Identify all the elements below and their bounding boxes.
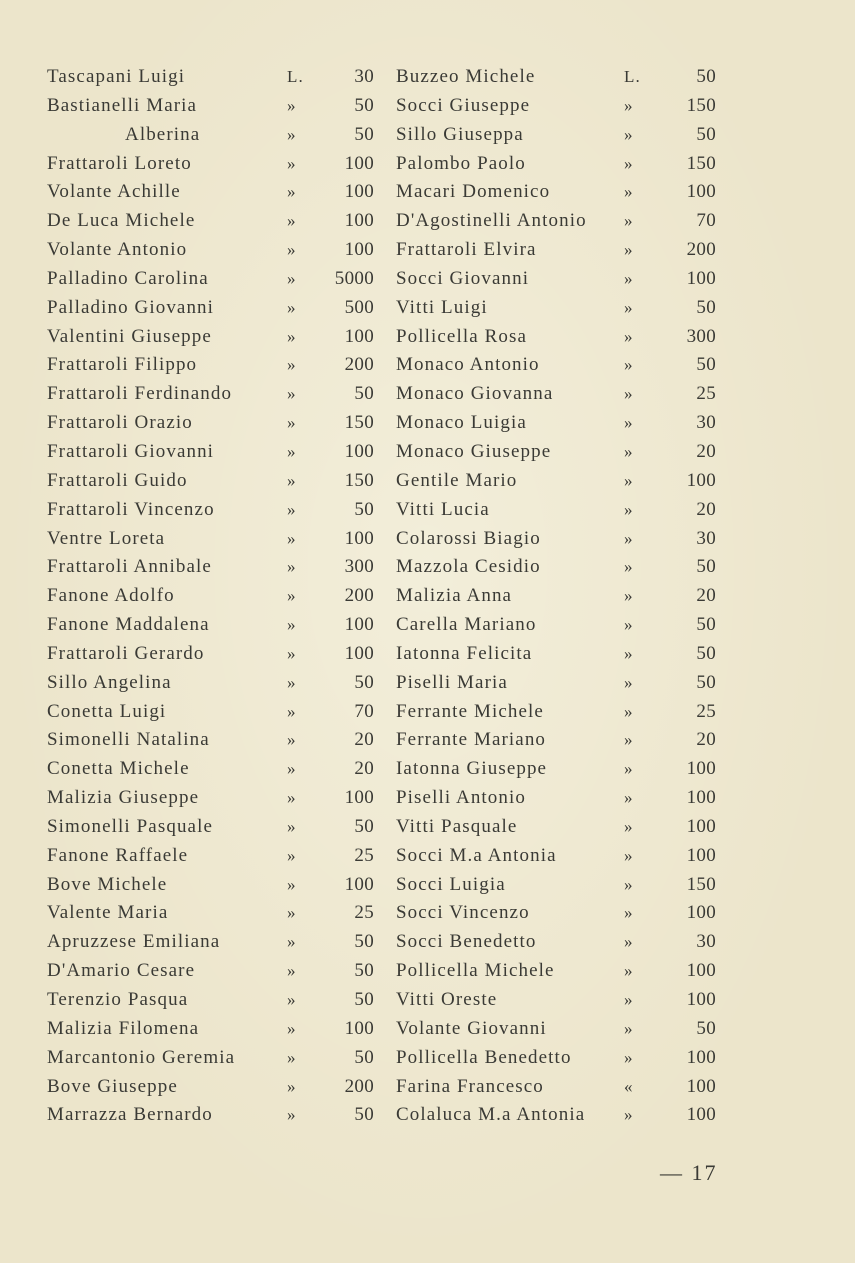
donor-name: Volante Achille: [47, 181, 181, 203]
donor-name: Ventre Loreta: [47, 527, 166, 549]
donor-row: [396, 1015, 726, 1044]
donor-row: [47, 351, 377, 380]
donor-name: Bove Michele: [47, 873, 168, 895]
donor-row: [396, 957, 726, 986]
donor-name: Sillo Giuseppa: [396, 123, 524, 145]
currency-ditto-mark: »: [287, 355, 297, 375]
currency-ditto-mark: »: [287, 1018, 297, 1038]
currency-ditto-mark: »: [624, 441, 634, 461]
currency-ditto-mark: »: [624, 961, 634, 981]
donor-name: Valente Maria: [47, 902, 169, 924]
donation-amount: 25: [696, 383, 716, 405]
donor-name: Frattaroli Giovanni: [47, 440, 215, 462]
donor-row: [396, 467, 726, 496]
currency-ditto-mark: »: [287, 701, 297, 721]
donor-name: Socci Vincenzo: [396, 902, 530, 924]
donation-amount: 50: [696, 66, 716, 87]
donation-amount: 50: [696, 556, 716, 578]
donor-row: [396, 1073, 726, 1102]
donation-amount: 20: [696, 585, 716, 607]
donation-amount: 50: [354, 960, 374, 982]
donor-name: Sillo Angelina: [47, 671, 172, 693]
donor-row: [47, 525, 377, 554]
donation-amount: 100: [344, 152, 374, 174]
donation-amount: 100: [686, 989, 716, 1010]
currency-ditto-mark: »: [624, 759, 634, 779]
donation-amount: 30: [696, 527, 716, 549]
currency-ditto-mark: »: [624, 499, 634, 519]
donation-amount: 150: [686, 152, 716, 174]
donor-name: Tascapani Luigi: [47, 66, 186, 87]
donor-row: [47, 611, 377, 640]
donor-row: [47, 150, 377, 179]
donor-row: [47, 380, 377, 409]
donor-name: Malizia Filomena: [47, 1017, 200, 1039]
donation-amount: 50: [354, 815, 374, 837]
currency-ditto-mark: »: [624, 730, 634, 750]
donor-name: Monaco Antonio: [396, 354, 540, 376]
donation-amount: 100: [344, 181, 374, 203]
donation-amount: 50: [696, 671, 716, 693]
donor-row: [396, 986, 726, 1015]
donor-row: [47, 1101, 377, 1130]
donor-row: [396, 582, 726, 611]
donor-name: Pollicella Benedetto: [396, 1046, 572, 1068]
donor-name: Carella Mariano: [396, 614, 537, 636]
donor-name: Macari Domenico: [396, 181, 551, 203]
donation-amount: 20: [696, 440, 716, 462]
currency-ditto-mark: »: [624, 326, 634, 346]
donor-row: [47, 986, 377, 1015]
donation-amount: 50: [696, 1017, 716, 1039]
donor-name: Ferrante Michele: [396, 700, 544, 722]
donor-row: [47, 813, 377, 842]
currency-ditto-mark: »: [287, 1076, 297, 1096]
donation-amount: 20: [354, 729, 374, 751]
donation-amount: 200: [344, 354, 374, 376]
currency-ditto-mark: »: [624, 211, 634, 231]
donor-name: Gentile Mario: [396, 469, 518, 491]
donor-name: Frattaroli Elvira: [396, 239, 537, 261]
currency-ditto-mark: »: [287, 413, 297, 433]
donor-name: Volante Giovanni: [396, 1017, 547, 1039]
donation-amount: 100: [344, 325, 374, 347]
donor-row: [396, 899, 726, 928]
donation-amount: 100: [344, 210, 374, 232]
donation-amount: 200: [344, 1075, 374, 1097]
donor-row: [396, 755, 726, 784]
donation-amount: 100: [686, 181, 716, 203]
currency-ditto-mark: »: [287, 153, 297, 173]
donor-name: Frattaroli Orazio: [47, 412, 193, 434]
donation-amount: 30: [354, 66, 374, 87]
currency-ditto-mark: »: [624, 268, 634, 288]
donor-row: [396, 496, 726, 525]
donor-row: [396, 525, 726, 554]
donation-amount: 30: [696, 412, 716, 434]
donation-amount: 150: [686, 94, 716, 116]
donation-amount: 50: [354, 671, 374, 693]
currency-ditto-mark: »: [624, 816, 634, 836]
donor-name: Monaco Luigia: [396, 412, 527, 434]
currency-ditto-mark: L.: [287, 67, 304, 86]
donor-row: [47, 63, 377, 92]
donor-list-left: [47, 63, 377, 1130]
currency-ditto-mark: »: [287, 441, 297, 461]
donor-name: Apruzzese Emiliana: [47, 931, 221, 953]
donation-amount: 150: [686, 873, 716, 895]
currency-ditto-mark: »: [624, 95, 634, 115]
currency-ditto-mark: »: [287, 528, 297, 548]
donor-row: [47, 323, 377, 352]
donor-name: Socci Giovanni: [396, 267, 530, 289]
donor-name: Fanone Maddalena: [47, 614, 210, 636]
donor-name: Pollicella Rosa: [396, 325, 528, 347]
currency-ditto-mark: »: [624, 586, 634, 606]
currency-ditto-mark: »: [287, 961, 297, 981]
donor-row: [396, 323, 726, 352]
donor-name: Iatonna Giuseppe: [396, 758, 548, 780]
donation-amount: 5000: [334, 267, 374, 289]
donor-row: [47, 784, 377, 813]
donation-amount: 20: [354, 758, 374, 780]
donor-row: [396, 784, 726, 813]
donor-row: [47, 640, 377, 669]
donor-row: [47, 121, 377, 150]
donor-row: [396, 178, 726, 207]
currency-ditto-mark: »: [287, 932, 297, 952]
currency-ditto-mark: »: [624, 701, 634, 721]
donor-row: [396, 928, 726, 957]
currency-ditto-mark: »: [287, 990, 297, 1009]
currency-ditto-mark: »: [287, 816, 297, 836]
donation-amount: 100: [344, 239, 374, 261]
currency-ditto-mark: »: [624, 1018, 634, 1038]
currency-ditto-mark: »: [624, 643, 634, 663]
donor-name: Bove Giuseppe: [47, 1075, 178, 1097]
donation-amount: 100: [344, 440, 374, 462]
currency-ditto-mark: »: [624, 788, 634, 808]
donor-row: [47, 1073, 377, 1102]
currency-ditto-mark: »: [624, 153, 634, 173]
donor-name: Ferrante Mariano: [396, 729, 547, 751]
currency-ditto-mark: »: [287, 182, 297, 202]
donor-name: Fanone Raffaele: [47, 844, 189, 866]
donation-amount: 50: [354, 383, 374, 405]
donor-row: [396, 92, 726, 121]
donor-row: [396, 207, 726, 236]
donation-amount: 100: [344, 527, 374, 549]
donor-row: [47, 957, 377, 986]
currency-ditto-mark: »: [624, 470, 634, 490]
donation-amount: 100: [686, 844, 716, 866]
donor-row: [47, 842, 377, 871]
donor-name: Marrazza Bernardo: [47, 1104, 213, 1126]
page-number: — 17: [660, 1160, 718, 1185]
donor-row: [396, 265, 726, 294]
donor-row: [47, 265, 377, 294]
donor-row: [396, 640, 726, 669]
donation-amount: 50: [696, 642, 716, 664]
currency-ditto-mark: »: [287, 672, 297, 692]
donation-amount: 50: [696, 296, 716, 318]
donor-row: [396, 842, 726, 871]
currency-ditto-mark: »: [287, 1105, 297, 1125]
currency-ditto-mark: »: [287, 615, 297, 635]
donation-amount: 100: [686, 1075, 716, 1097]
donation-amount: 100: [344, 614, 374, 636]
donor-row: [47, 755, 377, 784]
currency-ditto-mark: »: [624, 182, 634, 202]
donor-name: Colarossi Biagio: [396, 527, 541, 549]
currency-ditto-mark: »: [287, 211, 297, 231]
currency-ditto-mark: »: [287, 297, 297, 317]
donor-row: [47, 553, 377, 582]
currency-ditto-mark: »: [287, 384, 297, 404]
donor-row: [47, 698, 377, 727]
currency-ditto-mark: »: [287, 124, 297, 144]
donor-name: Alberina: [125, 123, 201, 145]
currency-ditto-mark: »: [624, 557, 634, 577]
donor-name: Fanone Adolfo: [47, 585, 175, 607]
currency-ditto-mark: »: [624, 384, 634, 404]
donation-amount: 200: [686, 239, 716, 261]
donation-amount: 30: [696, 931, 716, 953]
donor-row: [396, 121, 726, 150]
donor-name: Malizia Anna: [396, 585, 513, 607]
donor-row: [47, 871, 377, 900]
donor-row: [396, 438, 726, 467]
donor-name: Palladino Giovanni: [47, 296, 215, 318]
donor-row: [47, 236, 377, 265]
donor-name: Socci M.a Antonia: [396, 844, 557, 866]
donor-row: [396, 1101, 726, 1130]
donation-amount: 50: [354, 1104, 374, 1126]
donor-name: Conetta Michele: [47, 758, 190, 780]
donation-amount: 20: [696, 729, 716, 751]
donor-name: Piselli Maria: [396, 671, 508, 693]
donation-amount: 150: [344, 412, 374, 434]
donor-name: Marcantonio Geremia: [47, 1046, 236, 1068]
donor-row: [47, 582, 377, 611]
donor-name: Valentini Giuseppe: [47, 325, 212, 347]
donation-amount: 100: [686, 469, 716, 491]
donor-name: Palombo Paolo: [396, 152, 526, 174]
donation-amount: 200: [344, 585, 374, 607]
donor-row: [396, 871, 726, 900]
donation-amount: 150: [344, 469, 374, 491]
donor-name: Vitti Pasquale: [396, 815, 518, 837]
currency-ditto-mark: »: [287, 759, 297, 779]
donor-name: Socci Giuseppe: [396, 94, 531, 116]
currency-ditto-mark: »: [287, 240, 297, 260]
donor-name: Iatonna Felicita: [396, 642, 533, 664]
currency-ditto-mark: »: [624, 615, 634, 635]
donation-amount: 50: [354, 931, 374, 953]
donation-amount: 70: [354, 700, 374, 722]
currency-ditto-mark: »: [624, 990, 634, 1009]
donation-amount: 50: [696, 354, 716, 376]
donor-name: Colaluca M.a Antonia: [396, 1104, 586, 1126]
donor-row: [47, 669, 377, 698]
donor-row: [396, 150, 726, 179]
donor-name: Vitti Luigi: [396, 296, 488, 318]
currency-ditto-mark: «: [624, 1076, 634, 1096]
donor-name: Conetta Luigi: [47, 700, 167, 722]
donation-amount: 25: [354, 844, 374, 866]
donor-name: Pollicella Michele: [396, 960, 555, 982]
donor-name: Bastianelli Maria: [47, 94, 198, 116]
currency-ditto-mark: »: [287, 845, 297, 865]
donor-row: [47, 1044, 377, 1073]
donor-row: [47, 1015, 377, 1044]
donor-name: Monaco Giovanna: [396, 383, 554, 405]
donor-row: [396, 294, 726, 323]
currency-ditto-mark: »: [624, 932, 634, 952]
currency-ditto-mark: »: [287, 586, 297, 606]
donor-row: [396, 698, 726, 727]
donor-name: Piselli Antonio: [396, 787, 526, 809]
donor-name: Frattaroli Vincenzo: [47, 498, 215, 520]
currency-ditto-mark: L.: [624, 67, 641, 86]
donor-row: [396, 553, 726, 582]
donation-amount: 50: [696, 614, 716, 636]
donor-row: [396, 611, 726, 640]
donation-amount: 100: [686, 267, 716, 289]
donor-name: Frattaroli Loreto: [47, 152, 192, 174]
donor-name: Simonelli Pasquale: [47, 815, 213, 837]
donor-row: [396, 669, 726, 698]
donor-row: [396, 351, 726, 380]
currency-ditto-mark: »: [287, 499, 297, 519]
donor-name: Vitti Oreste: [396, 989, 498, 1010]
donor-name: Monaco Giuseppe: [396, 440, 552, 462]
donation-amount: 100: [686, 1046, 716, 1068]
donor-name: Malizia Giuseppe: [47, 787, 200, 809]
donor-row: [396, 236, 726, 265]
donation-amount: 100: [344, 1017, 374, 1039]
donor-name: Buzzeo Michele: [396, 66, 536, 87]
donation-amount: 100: [686, 758, 716, 780]
donor-list-right: [396, 63, 726, 1130]
currency-ditto-mark: »: [624, 413, 634, 433]
donation-amount: 500: [344, 296, 374, 318]
donor-row: [396, 813, 726, 842]
donor-row: [396, 1044, 726, 1073]
currency-ditto-mark: »: [624, 528, 634, 548]
donation-amount: 50: [354, 94, 374, 116]
donor-name: D'Amario Cesare: [47, 960, 196, 982]
donor-row: [396, 380, 726, 409]
currency-ditto-mark: »: [287, 730, 297, 750]
donation-amount: 25: [696, 700, 716, 722]
donation-amount: 20: [696, 498, 716, 520]
donor-row: [396, 726, 726, 755]
donor-row: [47, 92, 377, 121]
currency-ditto-mark: »: [287, 643, 297, 663]
donation-amount: 100: [686, 1104, 716, 1126]
donor-row: [47, 294, 377, 323]
currency-ditto-mark: »: [287, 1047, 297, 1067]
donor-name: Simonelli Natalina: [47, 729, 210, 751]
donor-name: Vitti Lucia: [396, 498, 490, 520]
donor-name: Socci Luigia: [396, 873, 506, 895]
donor-row: [396, 63, 726, 92]
donation-amount: 100: [344, 642, 374, 664]
currency-ditto-mark: »: [624, 355, 634, 375]
currency-ditto-mark: »: [624, 1047, 634, 1067]
donation-amount: 100: [344, 873, 374, 895]
donation-amount: 100: [686, 960, 716, 982]
donor-row: [47, 928, 377, 957]
currency-ditto-mark: »: [624, 903, 634, 923]
donation-amount: 300: [344, 556, 374, 578]
donation-amount: 50: [354, 498, 374, 520]
donor-row: [47, 178, 377, 207]
currency-ditto-mark: »: [624, 124, 634, 144]
donor-name: De Luca Michele: [47, 210, 196, 232]
donor-name: Palladino Carolina: [47, 267, 209, 289]
donation-amount: 300: [686, 325, 716, 347]
currency-ditto-mark: »: [287, 326, 297, 346]
donor-row: [47, 467, 377, 496]
donation-amount: 50: [354, 1046, 374, 1068]
donor-name: Frattaroli Guido: [47, 469, 188, 491]
currency-ditto-mark: »: [624, 1105, 634, 1125]
donor-name: Farina Francesco: [396, 1075, 544, 1097]
currency-ditto-mark: »: [287, 470, 297, 490]
donor-name: Volante Antonio: [47, 239, 188, 261]
donor-row: [47, 207, 377, 236]
currency-ditto-mark: »: [624, 240, 634, 260]
currency-ditto-mark: »: [287, 95, 297, 115]
currency-ditto-mark: »: [287, 788, 297, 808]
donation-amount: 25: [354, 902, 374, 924]
donor-name: Frattaroli Annibale: [47, 556, 212, 578]
donation-amount: 70: [696, 210, 716, 232]
donation-amount: 100: [344, 787, 374, 809]
donation-amount: 50: [354, 989, 374, 1010]
donation-amount: 100: [686, 815, 716, 837]
donor-row: [47, 899, 377, 928]
donor-name: Socci Benedetto: [396, 931, 537, 953]
donor-name: Mazzola Cesidio: [396, 556, 541, 578]
donor-name: Frattaroli Ferdinando: [47, 383, 233, 405]
donor-row: [47, 438, 377, 467]
donor-row: [47, 496, 377, 525]
currency-ditto-mark: »: [624, 874, 634, 894]
donation-amount: 50: [696, 123, 716, 145]
donation-amount: 50: [354, 123, 374, 145]
currency-ditto-mark: »: [624, 297, 634, 317]
currency-ditto-mark: »: [287, 557, 297, 577]
donor-row: [396, 409, 726, 438]
donor-row: [47, 409, 377, 438]
currency-ditto-mark: »: [624, 845, 634, 865]
donor-name: Frattaroli Filippo: [47, 354, 198, 376]
donor-name: D'Agostinelli Antonio: [396, 210, 587, 232]
donation-amount: 100: [686, 787, 716, 809]
currency-ditto-mark: »: [287, 903, 297, 923]
currency-ditto-mark: »: [287, 268, 297, 288]
currency-ditto-mark: »: [287, 874, 297, 894]
donor-row: [47, 726, 377, 755]
donor-name: Terenzio Pasqua: [47, 989, 189, 1010]
donation-amount: 100: [686, 902, 716, 924]
currency-ditto-mark: »: [624, 672, 634, 692]
donor-name: Frattaroli Gerardo: [47, 642, 205, 664]
